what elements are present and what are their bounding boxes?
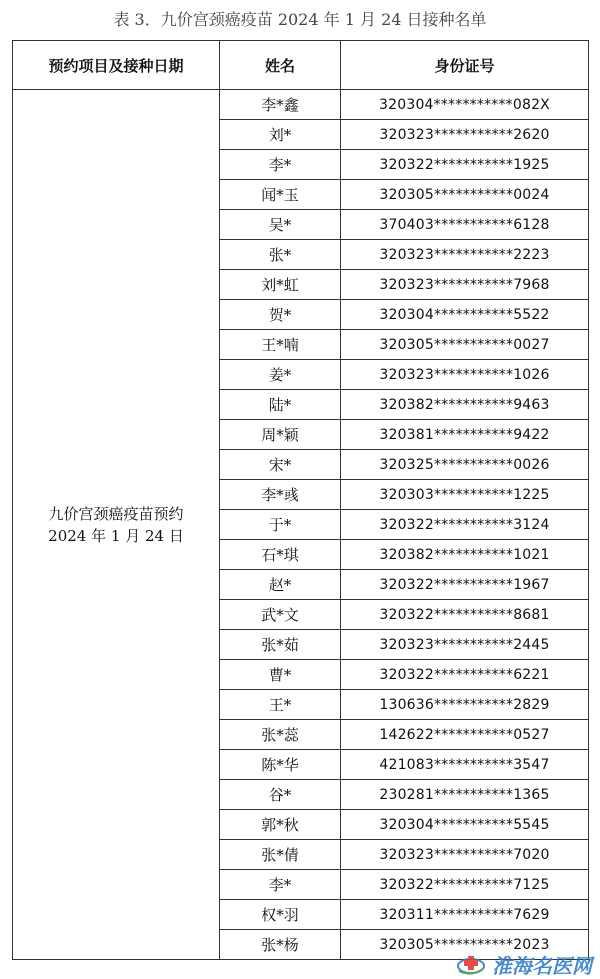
id-number-cell: 320322***********7125 [341,870,589,900]
name-cell: 李*彧 [220,480,341,510]
name-cell: 陈*华 [220,750,341,780]
id-number-cell: 320303***********1225 [341,480,589,510]
name-cell: 张*杨 [220,930,341,960]
id-number-cell: 320381***********9422 [341,420,589,450]
name-cell: 宋* [220,450,341,480]
id-number-cell: 320322***********6221 [341,660,589,690]
name-cell: 王* [220,690,341,720]
id-number-cell: 320325***********0026 [341,450,589,480]
name-cell: 贺* [220,300,341,330]
id-number-cell: 320304***********5522 [341,300,589,330]
id-number-cell: 320323***********2223 [341,240,589,270]
id-number-cell: 320304***********082X [341,90,589,120]
id-number-cell: 370403***********6128 [341,210,589,240]
id-number-cell: 320322***********3124 [341,510,589,540]
name-cell: 权*羽 [220,900,341,930]
name-cell: 刘*虹 [220,270,341,300]
id-number-cell: 320322***********8681 [341,600,589,630]
table-header-row [13,41,589,90]
table-caption: 表 3．九价宫颈癌疫苗 2024 年 1 月 24 日接种名单 [113,10,487,29]
name-cell: 李* [220,870,341,900]
name-cell: 刘* [220,120,341,150]
name-cell: 郭*秋 [220,810,341,840]
name-cell: 王*喃 [220,330,341,360]
id-number-cell: 320382***********1021 [341,540,589,570]
header-project-date: 预约项目及接种日期 [13,41,220,90]
name-cell: 武*文 [220,600,341,630]
name-cell: 姜* [220,360,341,390]
name-cell: 李*鑫 [220,90,341,120]
name-cell: 周*颖 [220,420,341,450]
id-number-cell: 142622***********0527 [341,720,589,750]
project-date-cell [13,90,220,960]
id-number-cell: 320322***********1925 [341,150,589,180]
name-cell: 赵* [220,570,341,600]
vaccination-date: 2024 年 1 月 24 日 [48,526,184,545]
name-cell: 闻*玉 [220,180,341,210]
vaccination-list-table [12,40,589,960]
id-number-cell: 320323***********2445 [341,630,589,660]
header-id-number: 身份证号 [341,41,589,90]
name-cell: 张* [220,240,341,270]
name-cell: 张*蕊 [220,720,341,750]
id-number-cell: 320305***********2023 [341,930,589,960]
id-number-cell: 421083***********3547 [341,750,589,780]
name-cell: 石*琪 [220,540,341,570]
name-cell: 陆* [220,390,341,420]
name-cell: 张*倩 [220,840,341,870]
id-number-cell: 320311***********7629 [341,900,589,930]
id-number-cell: 130636***********2829 [341,690,589,720]
table-row [13,90,589,120]
name-cell: 张*茹 [220,630,341,660]
name-cell: 于* [220,510,341,540]
header-name: 姓名 [220,41,341,90]
id-number-cell: 320382***********9463 [341,390,589,420]
watermark-text: 淮海名医网 [492,953,592,978]
id-number-cell: 320305***********0027 [341,330,589,360]
name-cell: 李* [220,150,341,180]
name-cell: 谷* [220,780,341,810]
site-watermark [456,951,592,977]
id-number-cell: 320323***********1026 [341,360,589,390]
id-number-cell: 320322***********1967 [341,570,589,600]
id-number-cell: 230281***********1365 [341,780,589,810]
project-name: 九价宫颈癌疫苗预约 [48,504,184,523]
name-cell: 曹* [220,660,341,690]
id-number-cell: 320323***********7020 [341,840,589,870]
id-number-cell: 320304***********5545 [341,810,589,840]
id-number-cell: 320323***********7968 [341,270,589,300]
id-number-cell: 320323***********2620 [341,120,589,150]
watermark-logo-icon [456,953,486,975]
name-cell: 吴* [220,210,341,240]
id-number-cell: 320305***********0024 [341,180,589,210]
